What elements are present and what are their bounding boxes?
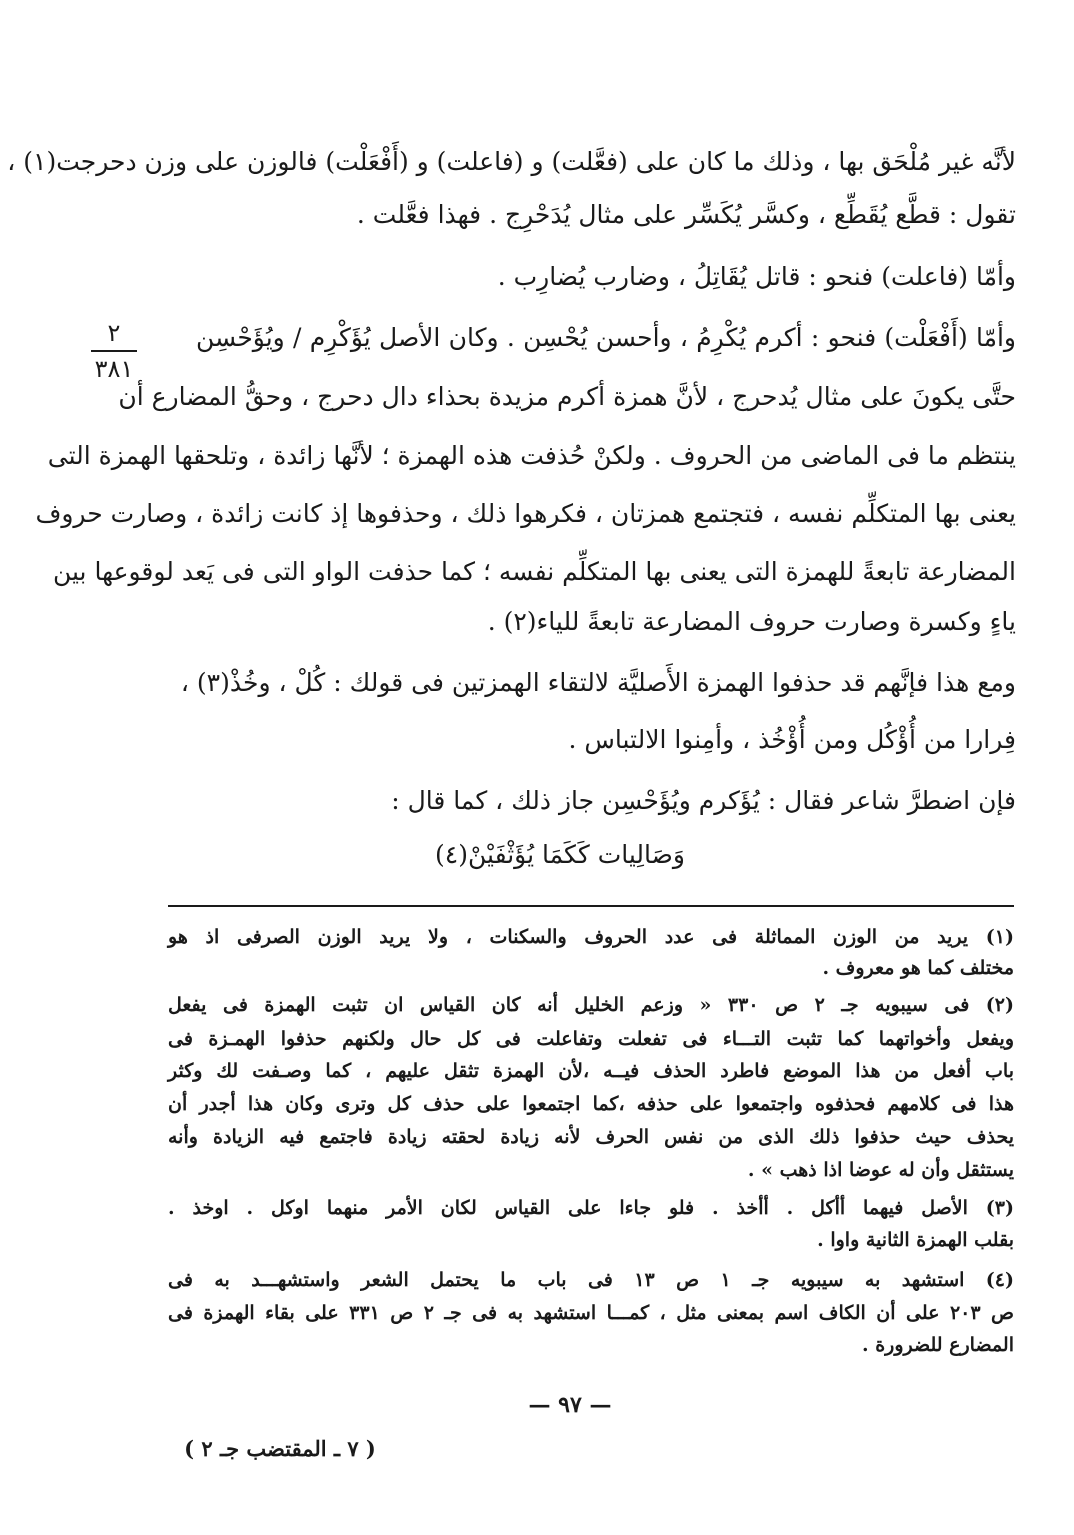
margin-reference bbox=[84, 318, 144, 384]
footnote-line-5: باب أفعل من هذا الموضع فاطرد الحذف فيــه ،لأن الهمزة تثقل عليهم ، كما وصـفت لك وكثر bbox=[168, 1060, 1014, 1082]
body-line-4: وأمّا (أَفْعَلْت) فنحو : أكرم يُكْرِمُ ، وأحسن يُحْسِن . وكان الأصل يُؤَكْرِم / ويُؤَحْسِن bbox=[196, 323, 1016, 352]
footnote-divider bbox=[168, 905, 1014, 907]
margin-reference-bottom: ٣٨١ bbox=[94, 355, 134, 383]
page-number: — ٩٧ — bbox=[528, 1392, 612, 1418]
footnote-line-8: يستثقل وأن له عوضا اذا ذهب » . bbox=[747, 1159, 1014, 1181]
body-line-3: وأمّا (فاعلت) فنحو : قاتل يُقَاتِلُ ، وضارب يُضارِب . bbox=[497, 262, 1016, 291]
body-line-2: تقول : قطَّع يُقَطِّع ، وكسَّر يُكَسِّر على مثال يُدَحْرِج . فهذا فعَّلت . bbox=[356, 200, 1016, 229]
margin-reference-rule bbox=[91, 350, 137, 352]
footnote-line-10: بقلب الهمزة الثانية واوا . bbox=[817, 1229, 1014, 1251]
body-line-9: ياءٍ وكسرة وصارت حروف المضارعة تابعةً للياء(٢) . bbox=[487, 607, 1016, 636]
footnote-line-7: يحذف حيث حذفوا ذلك الذى من نفس الحرف لأنه زيادة لحقته زيادة فاجتمع فيه الزيادة وأنه bbox=[168, 1126, 1014, 1148]
body-line-1: لأنَّه غير مُلْحَق بها ، وذلك ما كان على (فعَّلت) و (فاعلت) و (أَفْعَلْت) فالوزن على وزن دحرجت(١) ، bbox=[7, 147, 1016, 176]
footnote-line-2: مختلف كما هو معروف . bbox=[822, 957, 1014, 979]
margin-reference-top: ٢ bbox=[107, 319, 121, 347]
book-signature-mark: ( ٧ ـ المقتضب جـ ٢ ) bbox=[184, 1436, 376, 1461]
footnote-line-12: ص ٢٠٣ على أن الكاف اسم بمعنى مثل ، كمـــا استشهد به فى جـ ٢ ص ٣٣١ على بقاء الهمزة فى bbox=[168, 1302, 1015, 1324]
footnote-line-11: (٤) استشهد به سيبويه جـ ١ ص ١٣ فى باب ما يحتمل الشعر واستشهـــد به فى bbox=[168, 1269, 1014, 1291]
footnote-line-13: المضارع للضرورة . bbox=[861, 1334, 1014, 1356]
body-line-6: ينتظم ما فى الماضى من الحروف . ولكنْ حُذفت هذه الهمزة ؛ لأنَّها زائدة ، وتلحقها الهمزة التى bbox=[47, 441, 1016, 470]
body-line-10: ومع هذا فإنَّهم قد حذفوا الهمزة الأَصليَّة لالتقاء الهمزتين فى قولك : كُلْ ، وخُذْ(٣) ، bbox=[180, 668, 1016, 697]
body-line-7: يعنى بها المتكلِّم نفسه ، فتجتمع همزتان ، فكرهوا ذلك ، وحذفوها إذ كانت زائدة ، وصارت حروف bbox=[35, 499, 1016, 528]
body-line-8: المضارعة تابعةً للهمزة التى يعنى بها المتكلِّم نفسه ؛ كما حذفت الواو التى فى يَعد لوقوعها بين bbox=[52, 557, 1016, 586]
body-line-12: فإن اضطرَّ شاعر فقال : يُؤَكرم ويُؤَحْسِن جاز ذلك ، كما قال : bbox=[391, 786, 1016, 815]
footnote-line-1: (١) يريد من الوزن المماثلة فى عدد الحروف والسكنات ، ولا يريد الوزن الصرفى اذ هو bbox=[168, 926, 1014, 948]
footnote-line-6: هذا فى كلامهم فحذفوه واجتمعوا على حذفه ،كما اجتمعوا على حذف كل وترى وكان هذا أجدر أن bbox=[168, 1093, 1014, 1115]
body-line-5: حتَّى يكونَ على مثال يُدحرج ، لأنَّ همزة أكرم مزيدة بحذاء دال دحرج ، وحقُّ المضارع أن bbox=[118, 382, 1016, 411]
body-line-11: فِرارا من أُؤْكُل ومن أُؤْخُذ ، وأمِنوا الالتباس . bbox=[568, 725, 1016, 754]
verse-line: وَصَالِيات كَكَمَا يُؤَثْفَيْنْ(٤) bbox=[435, 840, 685, 869]
footnote-line-9: (٣) الأصل فيهما أأكل . أأخذ . فلو جاءا على القياس لكان الأمر منهما اوكل . اوخذ . bbox=[168, 1197, 1014, 1219]
footnote-line-3: (٢) فى سيبويه جـ ٢ ص ٣٣٠ « وزعم الخليل أنه كان القياس ان تثبت الهمزة فى يفعل bbox=[168, 994, 1015, 1016]
footnote-line-4: ويفعل وأخواتهما كما تثبت التـــاء فى تفعلت وتفاعلت فى كل حال ولكنهم حذفوا الهمـزة فى bbox=[168, 1028, 1014, 1050]
